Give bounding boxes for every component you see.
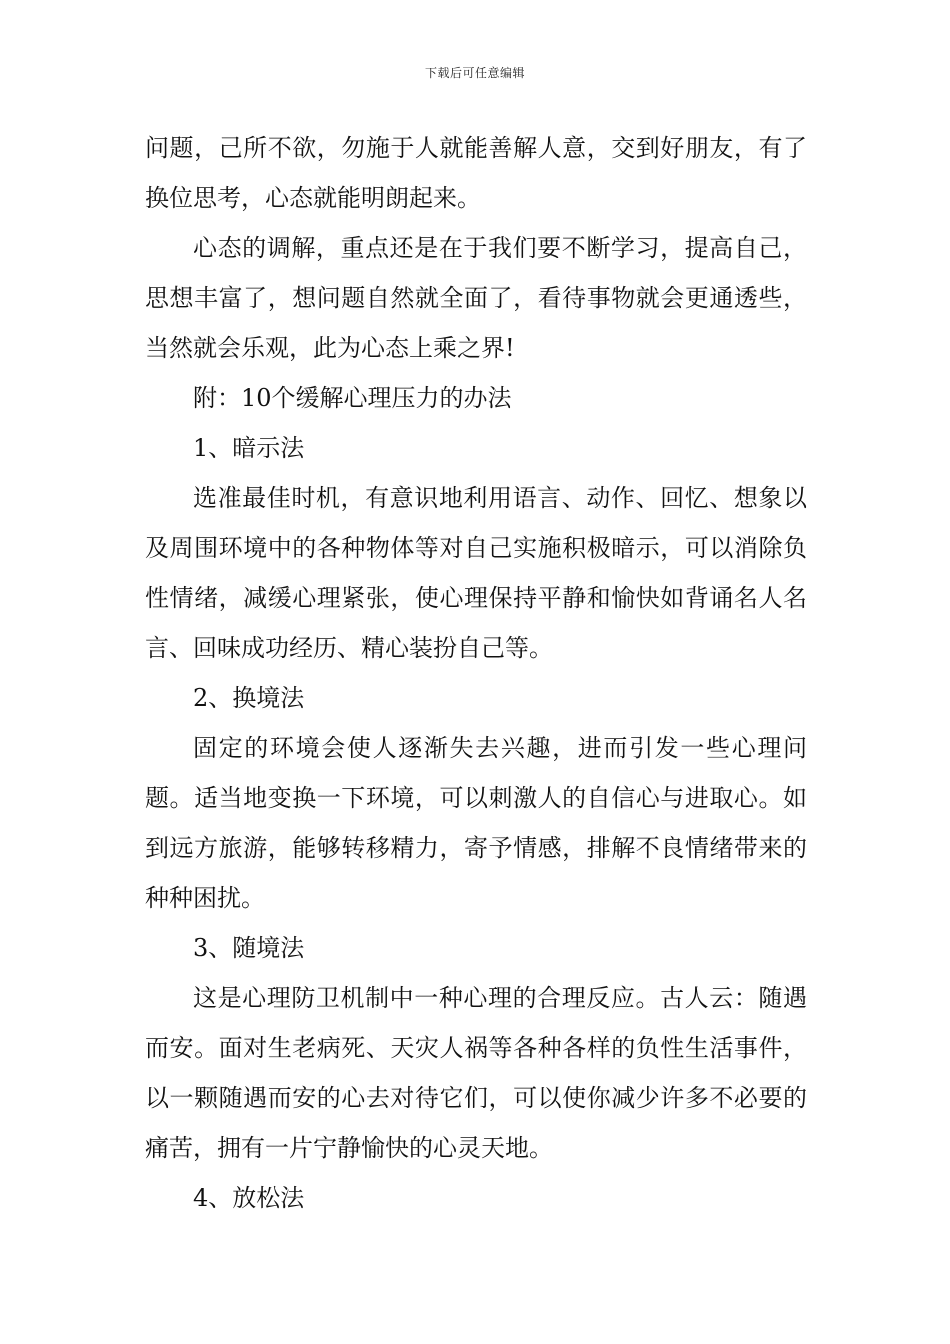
section-heading-appendix: 附：10个缓解心理压力的办法 (193, 384, 512, 412)
paragraph-suggestion: 选准最佳时机，有意识地利用语言、动作、回忆、想象以及周围环境中的各种物体等对自己实施积极暗示，可以消除负性情绪，减缓心理紧张，使心理保持平静和愉快如背诵名人名言、回味成功经历、精心装扮自己等。 (145, 484, 807, 662)
paragraph-1: 问题，己所不欲，勿施于人就能善解人意，交到好朋友，有了换位思考，心态就能明朗起来。 (145, 134, 807, 212)
section-heading-3: 3、随境法 (193, 934, 305, 962)
section-heading-2: 2、换境法 (193, 684, 305, 712)
page-header: 下载后可任意编辑 (424, 66, 525, 80)
section-heading-1: 1、暗示法 (193, 434, 305, 462)
paragraph-2: 心态的调解，重点还是在于我们要不断学习，提高自己，思想丰富了，想问题自然就全面了，看待事物就会更通透些，当然就会乐观，此为心态上乘之界! (145, 234, 807, 362)
paragraph-go-with-flow: 这是心理防卫机制中一种心理的合理反应。古人云：随遇而安。面对生老病死、天灾人祸等各种各样的负性生活事件，以一颗随遇而安的心去对待它们，可以使你减少许多不必要的痛苦，拥有一片宁静愉快的心灵天地。 (145, 984, 807, 1162)
section-heading-4: 4、放松法 (193, 1184, 305, 1212)
document-body (145, 123, 807, 1223)
paragraph-environment-change: 固定的环境会使人逐渐失去兴趣，进而引发一些心理问题。适当地变换一下环境，可以刺激人的自信心与进取心。如到远方旅游，能够转移精力，寄予情感，排解不良情绪带来的种种困扰。 (145, 734, 807, 912)
